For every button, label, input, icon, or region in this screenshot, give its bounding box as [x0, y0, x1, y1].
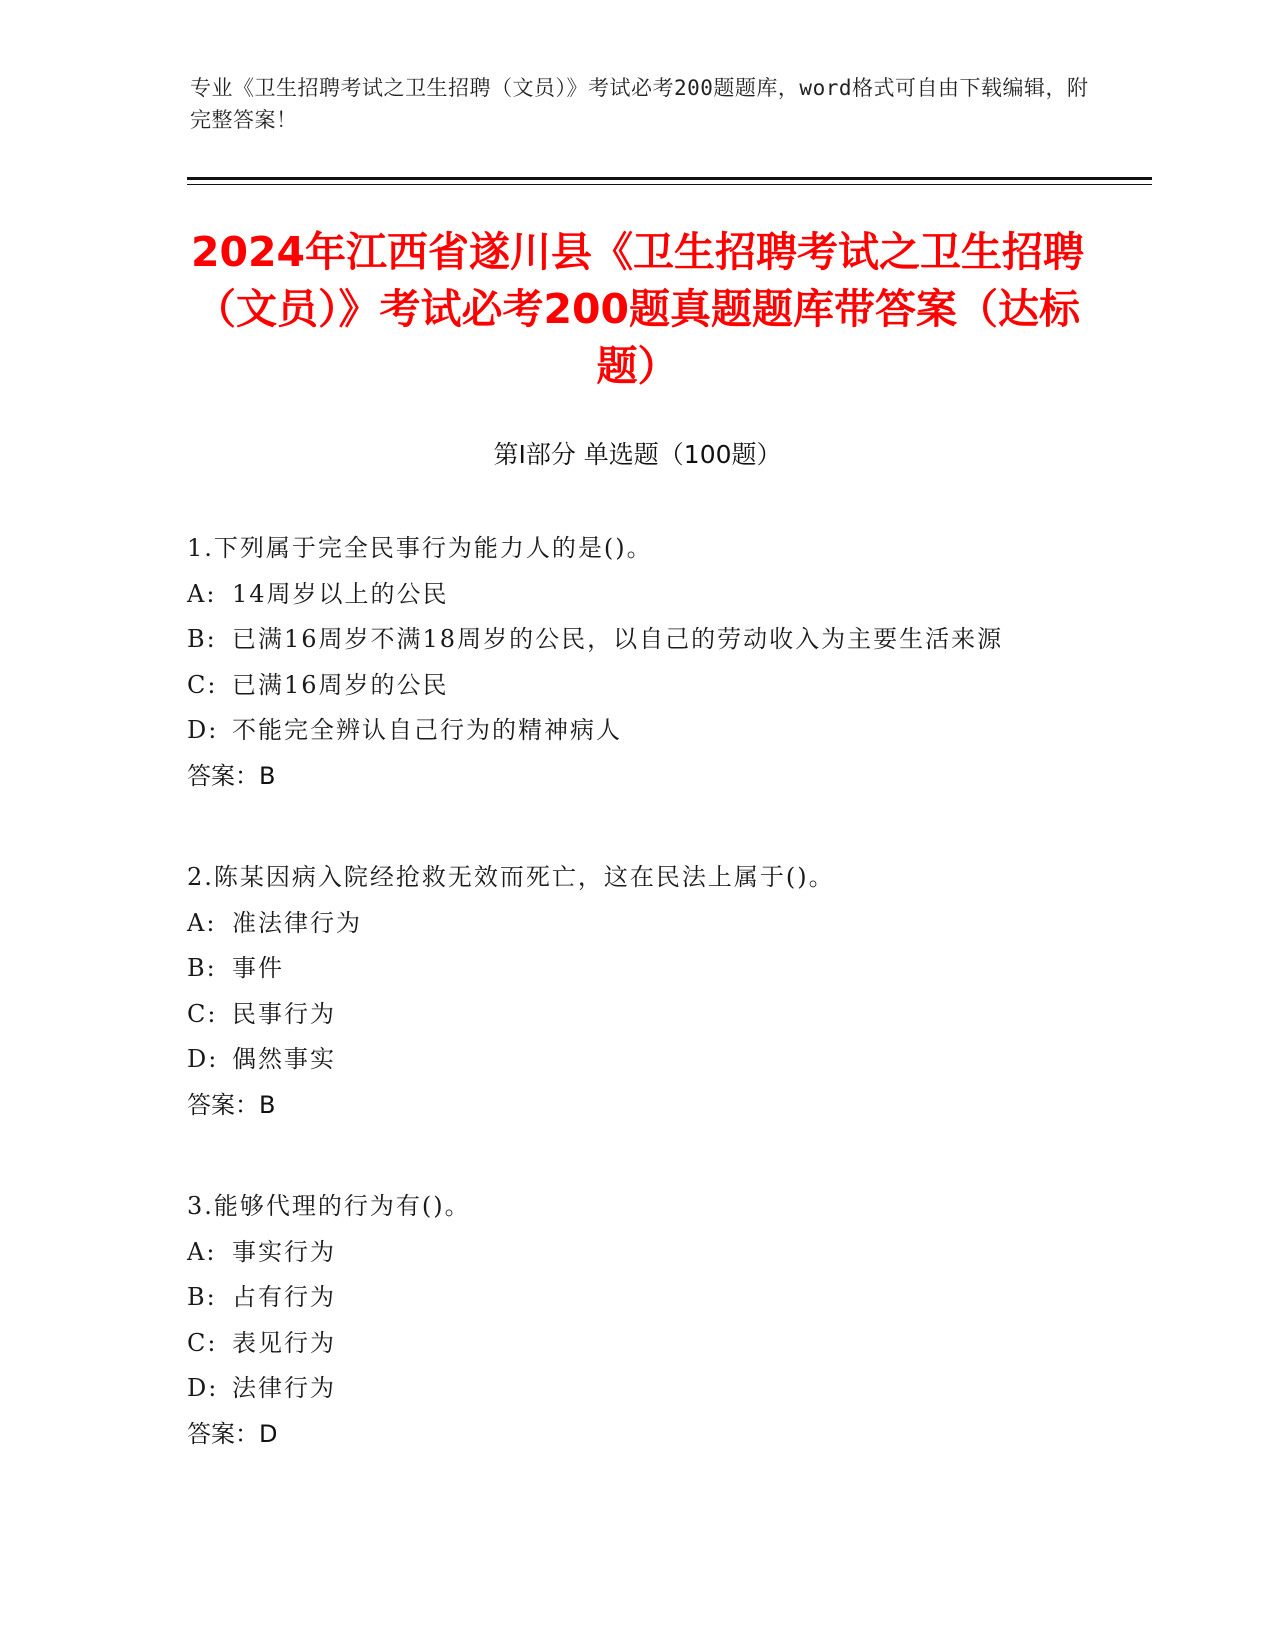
- option-b: [187, 946, 1087, 992]
- question-stem: 1.下列属于完全民事行为能力人的是()。: [187, 534, 653, 562]
- option-text: 不能完全辨认自己行为的精神病人: [232, 716, 622, 744]
- option-text: 事件: [232, 954, 284, 982]
- question-list: [187, 526, 1087, 1513]
- header-note: 专业《卫生招聘考试之卫生招聘（文员）》考试必考200题题库，word格式可自由下载编辑，附完整答案！: [190, 76, 1089, 132]
- option-text: 已满16周岁的公民: [232, 670, 449, 699]
- option-letter: B:: [187, 1283, 217, 1311]
- option-c: [187, 992, 1087, 1038]
- option-a: [187, 1230, 1087, 1276]
- option-letter: D:: [187, 716, 219, 744]
- option-text: 占有行为: [232, 1283, 336, 1311]
- option-text: 民事行为: [232, 999, 336, 1028]
- option-text: 表见行为: [232, 1328, 336, 1357]
- option-text: 已满16周岁不满18周岁的公民，以自己的劳动收入为主要生活来源: [232, 625, 1004, 653]
- option-letter: C:: [187, 670, 218, 699]
- question-stem: 3.能够代理的行为有()。: [187, 1192, 471, 1220]
- document-title: 2024年江西省遂川县《卫生招聘考试之卫生招聘（文员）》考试必考200题真题题库带答案（达标题）: [190, 228, 1085, 390]
- question-stem: 2.陈某因病入院经抢救无效而死亡，这在民法上属于()。: [187, 863, 835, 891]
- option-letter: A:: [187, 1237, 217, 1266]
- option-text: 14周岁以上的公民: [232, 579, 449, 608]
- option-letter: B:: [187, 954, 217, 982]
- option-d: [187, 1037, 1087, 1083]
- option-text: 事实行为: [232, 1237, 336, 1266]
- option-letter: C:: [187, 999, 218, 1028]
- option-c: [187, 1321, 1087, 1367]
- option-a: [187, 901, 1087, 947]
- option-a: [187, 572, 1087, 618]
- section-title: 第I部分 单选题（100题）: [493, 440, 782, 469]
- option-letter: A:: [187, 908, 217, 937]
- option-d: [187, 1366, 1087, 1412]
- option-text: 法律行为: [232, 1374, 336, 1402]
- option-text: 偶然事实: [232, 1045, 336, 1073]
- header-rule-thick: [187, 177, 1152, 180]
- answer: 答案：B: [187, 761, 276, 790]
- option-b: [187, 617, 1087, 663]
- option-letter: D:: [187, 1045, 219, 1073]
- option-c: [187, 663, 1087, 709]
- option-b: [187, 1275, 1087, 1321]
- answer: 答案：B: [187, 1090, 276, 1119]
- question-3: [187, 1184, 1087, 1457]
- option-letter: A:: [187, 579, 217, 608]
- question-2: [187, 855, 1087, 1128]
- option-d: [187, 708, 1087, 754]
- option-letter: B:: [187, 625, 217, 653]
- option-letter: D:: [187, 1374, 219, 1402]
- answer: 答案：D: [187, 1419, 278, 1448]
- header-rule-thin: [187, 184, 1152, 185]
- option-letter: C:: [187, 1328, 218, 1357]
- question-1: [187, 526, 1087, 799]
- option-text: 准法律行为: [232, 908, 362, 937]
